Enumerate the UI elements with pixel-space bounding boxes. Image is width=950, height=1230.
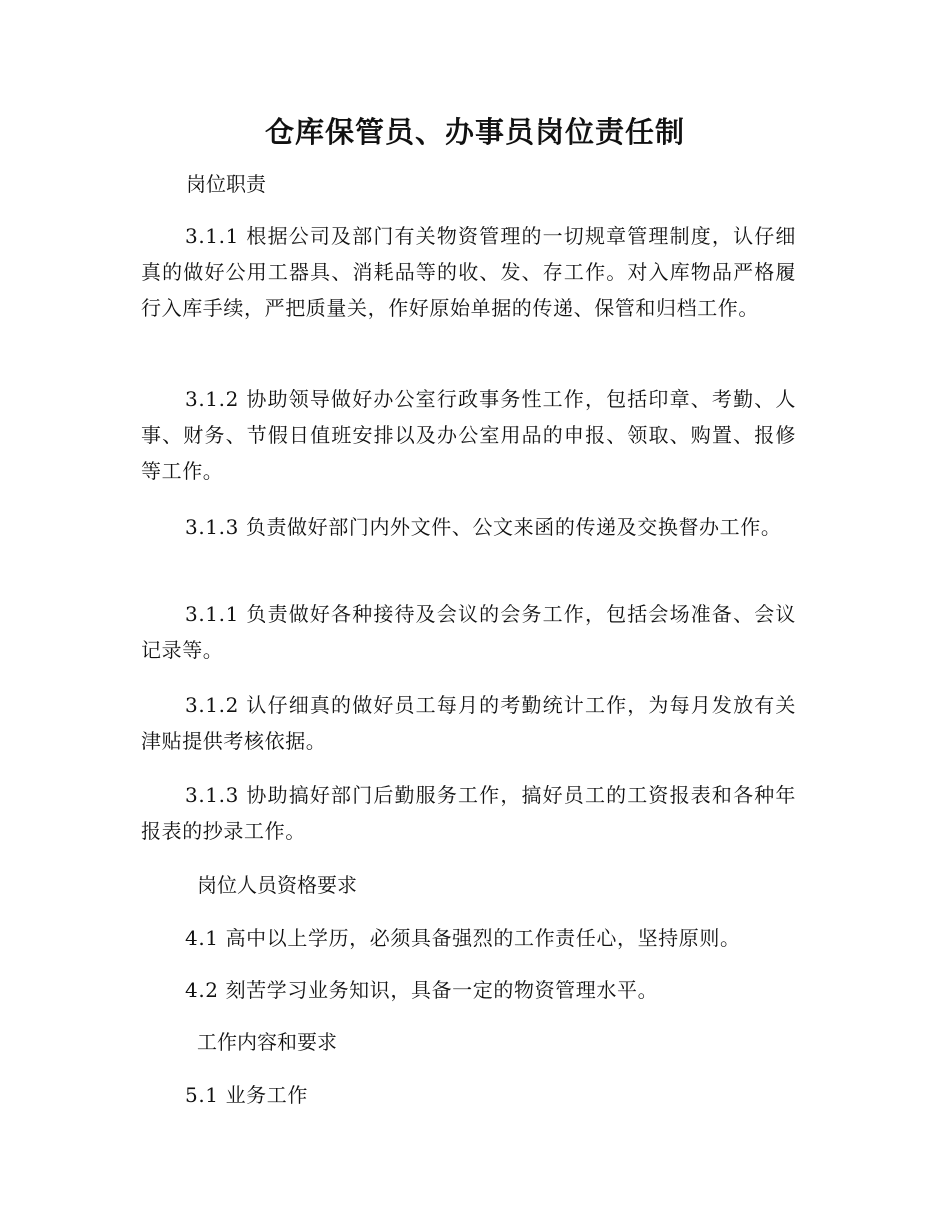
qualification-item-1: 4.1 高中以上学历，必须具备强烈的工作责任心，坚持原则。 (185, 926, 741, 950)
duty-item-1: 3.1.1 根据公司及部门有关物资管理的一切规章管理制度，认仔细真的做好公用工器具、消耗品等的收、发、存工作。对入库物品严格履行入库手续，严把质量关，作好原始单据的传递、保管和归档工作。 (141, 224, 796, 320)
qualification-item-2: 4.2 刻苦学习业务知识，具备一定的物资管理水平。 (185, 978, 659, 1002)
duty-item-5: 3.1.2 认仔细真的做好员工每月的考勤统计工作，为每月发放有关津贴提供考核依据。 (141, 693, 796, 753)
duty-item-2: 3.1.2 协助领导做好办公室行政事务性工作，包括印章、考勤、人事、财务、节假日值班安排以及办公室用品的申报、领取、购置、报修等工作。 (141, 387, 796, 483)
work-item-1: 5.1 业务工作 (185, 1083, 308, 1107)
section-heading-work: 工作内容和要求 (197, 1030, 337, 1054)
duty-item-3: 3.1.3 负责做好部门内外文件、公文来函的传递及交换督办工作。 (185, 515, 782, 539)
section-heading-qualifications: 岗位人员资格要求 (197, 873, 357, 897)
document-title: 仓库保管员、办事员岗位责任制 (264, 115, 685, 149)
section-heading-duties: 岗位职责 (186, 172, 266, 196)
duty-item-4: 3.1.1 负责做好各种接待及会议的会务工作，包括会场准备、会议记录等。 (141, 602, 796, 662)
duty-item-6: 3.1.3 协助搞好部门后勤服务工作，搞好员工的工资报表和各种年报表的抄录工作。 (141, 783, 796, 843)
